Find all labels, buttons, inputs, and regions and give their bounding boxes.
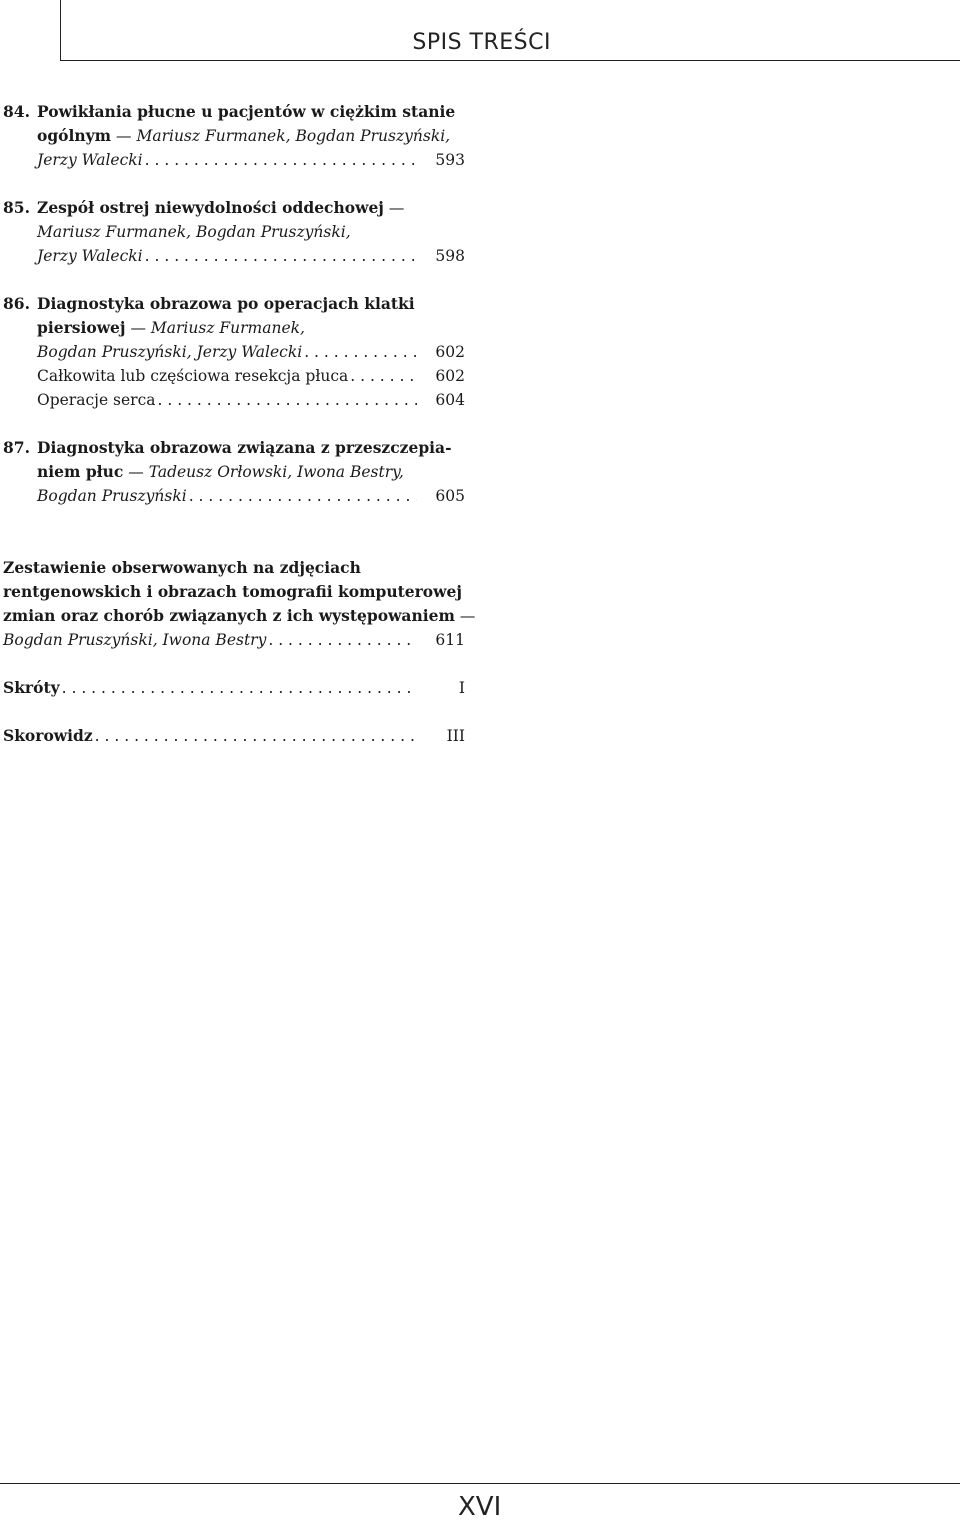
entry-number: 86. [3,294,30,313]
entry-line [37,148,465,172]
toc-subentry[interactable] [37,364,465,388]
entry-line [37,124,465,148]
subentry-title: Operacje serca [37,391,156,409]
entry-number: 85. [3,198,30,217]
entry-authors: Bogdan Pruszyński, Jerzy Walecki [37,343,303,361]
footer-rule [0,1483,960,1484]
entry-line [37,436,465,460]
entry-title: rentgenowskich i obrazach tomografii komputerowej [3,582,462,601]
dot-leader [62,676,417,700]
entry-line [37,460,465,484]
entry-authors: Bogdan Pruszyński [37,487,187,505]
entry-title: Diagnostyka obrazowa po operacjach klatki [37,294,415,313]
dot-leader [95,724,417,748]
dot-leader [158,388,418,412]
entry-title: Skróty [3,678,60,697]
toc-entry-87[interactable] [3,436,465,508]
entry-number: 87. [3,438,30,457]
entry-dash: — [388,199,405,217]
page-number: 593 [435,151,465,169]
entry-dash: — [128,463,144,481]
running-header: SPIS TREŚCI [412,30,551,55]
entry-line [37,100,465,124]
entry-title: Powikłania płucne u pacjentów w ciężkim stanie [37,102,456,121]
page-number: 602 [435,343,465,361]
entry-authors: Mariusz Furmanek, Bogdan Pruszyński, [37,223,351,241]
subentry-title: Całkowita lub częściowa resekcja płuca [37,367,349,385]
entry-line [3,604,476,628]
header-vertical-rule [60,0,61,60]
entry-dash: — [116,127,132,145]
dot-leader [350,364,417,388]
entry-authors: Bogdan Pruszyński, Iwona Bestry [3,631,267,649]
entry-authors: Jerzy Walecki [37,247,143,265]
dot-leader [145,148,417,172]
entry-authors: Mariusz Furmanek, Bogdan Pruszyński, [136,127,451,145]
entry-line [3,580,465,604]
entry-dash: — [459,607,476,625]
page-number: 598 [435,247,465,265]
entry-line [37,484,465,508]
entry-line [37,196,465,220]
entry-line [3,676,465,700]
toc-entry-84[interactable] [3,100,465,172]
entry-title: Zestawienie obserwowanych na zdjęciach [3,558,361,577]
entry-line [3,724,465,748]
dot-leader [268,628,417,652]
table-of-contents [3,100,476,748]
entry-title: niem płuc [37,462,124,481]
page-number: 611 [435,631,465,649]
entry-dash: — [130,319,146,337]
entry-line [3,628,465,652]
page-folio: XVI [458,1492,502,1522]
toc-entry-appendix[interactable] [3,556,476,652]
page-number: I [458,679,465,697]
entry-line [37,220,465,244]
dot-leader [304,340,417,364]
entry-title: ogólnym [37,126,112,145]
toc-entry-86[interactable] [3,292,465,412]
entry-title: Diagnostyka obrazowa związana z przeszczepia- [37,438,452,457]
dot-leader [145,244,417,268]
entry-title: Zespół ostrej niewydolności oddechowej [37,198,384,217]
entry-authors: Tadeusz Orłowski, Iwona Bestry, [148,463,404,481]
page-number: 604 [435,391,465,409]
entry-line [3,556,465,580]
entry-title: Skorowidz [3,726,93,745]
entry-line [37,244,465,268]
entry-title: zmian oraz chorób związanych z ich występowaniem [3,606,455,625]
entry-line [37,340,465,364]
entry-title: piersiowej [37,318,126,337]
entry-authors: Mariusz Furmanek, [150,319,305,337]
toc-entry-85[interactable] [3,196,465,268]
entry-authors: Jerzy Walecki [37,151,143,169]
entry-line [37,292,465,316]
page-number: III [446,727,465,745]
header-rule [60,60,960,61]
toc-subentry[interactable] [37,388,465,412]
toc-entry-skroty[interactable] [3,676,465,700]
entry-line [37,316,465,340]
entry-number: 84. [3,102,30,121]
page-number: 605 [435,487,465,505]
dot-leader [189,484,417,508]
toc-entry-skorowidz[interactable] [3,724,465,748]
page-number: 602 [435,367,465,385]
